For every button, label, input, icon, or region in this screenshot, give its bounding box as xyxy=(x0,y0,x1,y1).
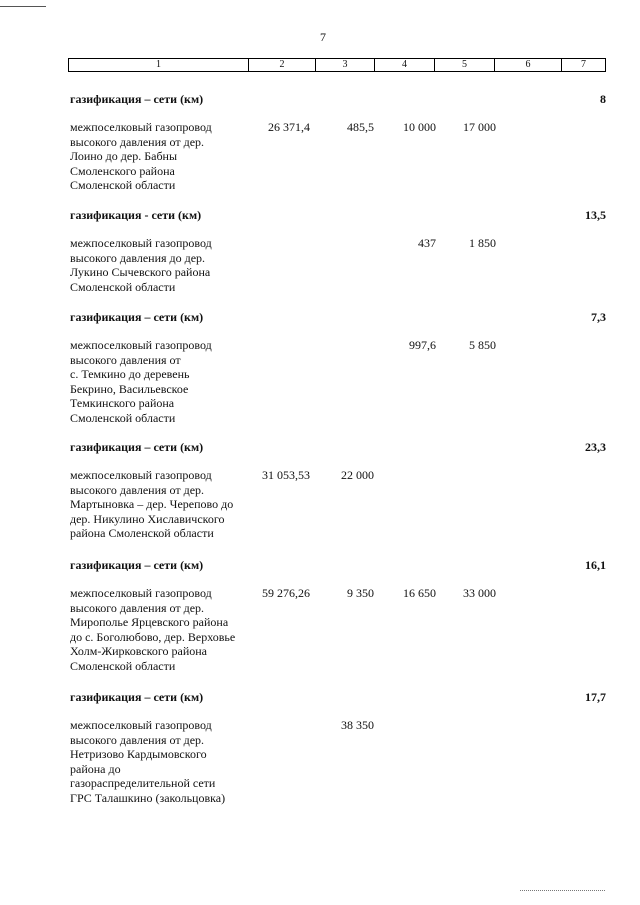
description-line: Смоленской области xyxy=(70,658,176,673)
value-col4: 997,6 xyxy=(409,338,436,352)
column-header-3: 3 xyxy=(316,59,375,71)
page-number: 7 xyxy=(320,30,326,44)
description-line: дер. Никулино Хиславичского xyxy=(70,511,225,526)
description-line: газораспределительной сети xyxy=(70,776,216,790)
description-line: межпоселковый газопровод xyxy=(70,236,212,250)
scan-mark-bottom xyxy=(520,890,605,891)
description-line: ГРС Талашкино (закольцовка) xyxy=(70,790,226,805)
value-col2: 59 276,26 xyxy=(262,586,310,600)
description-line: Смоленской области xyxy=(70,279,176,294)
section-total: 13,5 xyxy=(585,208,606,222)
section-total: 16,1 xyxy=(585,558,606,572)
value-col5: 1 850 xyxy=(469,236,496,250)
value-col4: 16 650 xyxy=(403,586,436,600)
description-line: межпоселковый газопровод xyxy=(70,468,212,482)
value-col5: 5 850 xyxy=(469,338,496,352)
section-total: 23,3 xyxy=(585,440,606,454)
section-description xyxy=(70,468,255,541)
description-line: Смоленской области xyxy=(70,410,176,425)
description-line: района Смоленской области xyxy=(70,526,214,540)
description-line: межпоселковый газопровод xyxy=(70,586,212,600)
section-title: газификация - сети (км) xyxy=(70,208,202,222)
description-line: Мирополье Ярцевского района xyxy=(70,615,229,629)
value-col3: 9 350 xyxy=(347,586,374,600)
section-total: 8 xyxy=(600,92,606,106)
section-description xyxy=(70,338,255,425)
value-col3: 485,5 xyxy=(347,120,374,134)
column-header-1: 1 xyxy=(69,59,249,71)
description-line: Смоленского района xyxy=(70,163,175,178)
description-line: Холм-Жирковского района xyxy=(70,644,207,658)
value-col3: 22 000 xyxy=(341,468,374,482)
section-description xyxy=(70,586,255,673)
description-line: Лукино Сычевского района xyxy=(70,265,211,279)
description-line: Лоино до дер. Бабны xyxy=(70,149,178,163)
description-line: до с. Боголюбово, дер. Верховье xyxy=(70,629,236,644)
description-line: межпоселковый газопровод xyxy=(70,338,212,352)
scan-mark-top xyxy=(0,6,46,7)
value-col3: 38 350 xyxy=(341,718,374,732)
column-header-2: 2 xyxy=(249,59,316,71)
description-line: высокого давления от дер. xyxy=(70,600,205,615)
description-line: Бекрино, Васильевское xyxy=(70,381,189,396)
value-col5: 17 000 xyxy=(463,120,496,134)
section-total: 7,3 xyxy=(591,310,606,324)
description-line: Смоленской области xyxy=(70,178,176,192)
description-line: высокого давления от дер. xyxy=(70,134,205,149)
value-col5: 33 000 xyxy=(463,586,496,600)
description-line: высокого давления от xyxy=(70,352,181,367)
column-header-6: 6 xyxy=(495,59,562,71)
section-title: газификация – сети (км) xyxy=(70,310,204,324)
value-col4: 437 xyxy=(418,236,436,250)
description-line: высокого давления от дер. xyxy=(70,732,205,747)
section-description xyxy=(70,236,255,294)
description-line: Нетризово Кардымовского xyxy=(70,747,207,761)
description-line: межпоселковый газопровод xyxy=(70,718,212,732)
section-total: 17,7 xyxy=(585,690,606,704)
section-description xyxy=(70,718,255,805)
section-description xyxy=(70,120,255,193)
column-header-7: 7 xyxy=(581,59,586,70)
value-col4: 10 000 xyxy=(403,120,436,134)
column-header-5: 5 xyxy=(435,59,495,71)
section-title: газификация – сети (км) xyxy=(70,440,204,454)
description-line: высокого давления от дер. xyxy=(70,482,205,497)
section-title: газификация – сети (км) xyxy=(70,92,204,106)
description-line: межпоселковый газопровод xyxy=(70,120,212,134)
column-header-4: 4 xyxy=(375,59,435,71)
value-col2: 26 371,4 xyxy=(268,120,310,134)
section-title: газификация – сети (км) xyxy=(70,558,204,572)
section-title: газификация – сети (км) xyxy=(70,690,204,704)
description-line: с. Темкино до деревень xyxy=(70,367,190,381)
description-line: Мартыновка – дер. Черепово до xyxy=(70,497,234,511)
description-line: Темкинского района xyxy=(70,396,175,410)
description-line: района до xyxy=(70,761,121,776)
description-line: высокого давления до дер. xyxy=(70,250,206,265)
value-col2: 31 053,53 xyxy=(262,468,310,482)
column-header-row xyxy=(68,58,606,72)
